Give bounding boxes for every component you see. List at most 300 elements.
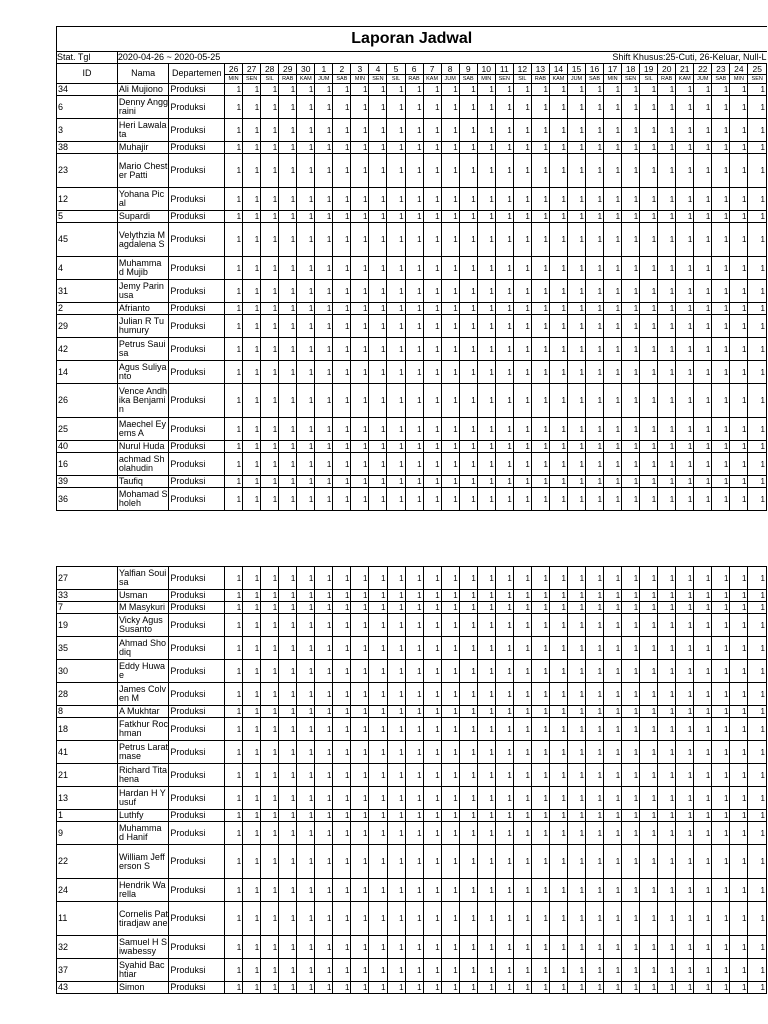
schedule-cell: 1: [513, 119, 531, 142]
schedule-cell: 1: [676, 315, 694, 338]
weekday-header: JUM: [441, 75, 459, 84]
schedule-cell: 1: [730, 810, 748, 822]
schedule-cell: 1: [405, 418, 423, 441]
schedule-cell: 1: [730, 567, 748, 590]
schedule-cell: 1: [261, 741, 279, 764]
schedule-cell: 1: [279, 488, 297, 511]
schedule-cell: 1: [567, 188, 585, 211]
table-row: [57, 96, 767, 119]
schedule-cell: 1: [567, 223, 585, 257]
schedule-cell: 1: [369, 84, 387, 96]
schedule-cell: 1: [333, 936, 351, 959]
schedule-cell: 1: [225, 188, 243, 211]
schedule-cell: 1: [441, 142, 459, 154]
schedule-cell: 1: [261, 476, 279, 488]
schedule-cell: 1: [658, 418, 676, 441]
weekday-header: SEN: [369, 75, 387, 84]
schedule-cell: 1: [315, 810, 333, 822]
employee-department: Produksi: [169, 303, 225, 315]
schedule-cell: 1: [423, 338, 441, 361]
schedule-cell: 1: [369, 223, 387, 257]
schedule-cell: 1: [622, 879, 640, 902]
employee-id: 16: [57, 453, 118, 476]
schedule-cell: 1: [712, 476, 730, 488]
schedule-cell: 1: [568, 602, 586, 614]
schedule-cell: 1: [568, 660, 586, 683]
schedule-cell: 1: [568, 822, 586, 845]
schedule-cell: 1: [441, 280, 459, 303]
schedule-cell: 1: [297, 614, 315, 637]
schedule-cell: 1: [694, 845, 712, 879]
table-row: [57, 154, 767, 188]
schedule-cell: 1: [658, 590, 676, 602]
schedule-cell: 1: [712, 959, 730, 982]
employee-id: 28: [57, 683, 118, 706]
schedule-cell: 1: [531, 154, 549, 188]
schedule-cell: 1: [459, 223, 477, 257]
schedule-cell: 1: [279, 338, 297, 361]
schedule-cell: 1: [423, 96, 441, 119]
day-number-header: 12: [513, 64, 531, 75]
schedule-cell: 1: [243, 96, 261, 119]
schedule-cell: 1: [622, 567, 640, 590]
employee-name: Simon: [117, 982, 168, 994]
schedule-cell: 1: [423, 764, 441, 787]
schedule-cell: 1: [225, 441, 243, 453]
schedule-cell: 1: [225, 902, 243, 936]
schedule-cell: 1: [513, 879, 531, 902]
weekday-header: MIN: [225, 75, 243, 84]
table-row: [57, 660, 767, 683]
employee-name: Eddy Huwae: [117, 660, 168, 683]
schedule-cell: 1: [622, 361, 640, 384]
schedule-cell: 1: [477, 223, 495, 257]
weekday-header: KAM: [423, 75, 441, 84]
schedule-cell: 1: [712, 418, 730, 441]
schedule-cell: 1: [351, 119, 369, 142]
schedule-cell: 1: [586, 96, 604, 119]
schedule-cell: 1: [477, 637, 495, 660]
schedule-cell: 1: [279, 660, 297, 683]
schedule-cell: 1: [730, 718, 748, 741]
schedule-cell: 1: [513, 764, 531, 787]
schedule-cell: 1: [549, 338, 567, 361]
schedule-cell: 1: [640, 959, 658, 982]
schedule-cell: 1: [513, 660, 531, 683]
schedule-cell: 1: [387, 959, 405, 982]
schedule-cell: 1: [604, 567, 622, 590]
schedule-cell: 1: [225, 453, 243, 476]
schedule-cell: 1: [333, 223, 351, 257]
employee-name: A Mukhtar: [117, 706, 168, 718]
schedule-cell: 1: [549, 223, 567, 257]
schedule-cell: 1: [676, 602, 694, 614]
table-row: [57, 257, 767, 280]
schedule-cell: 1: [459, 188, 477, 211]
schedule-cell: 1: [315, 361, 333, 384]
schedule-cell: 1: [730, 188, 748, 211]
schedule-cell: 1: [748, 361, 767, 384]
schedule-cell: 1: [622, 787, 640, 810]
schedule-cell: 1: [676, 660, 694, 683]
schedule-cell: 1: [477, 96, 495, 119]
schedule-cell: 1: [694, 590, 712, 602]
schedule-cell: 1: [586, 637, 604, 660]
schedule-cell: 1: [261, 683, 279, 706]
schedule-cell: 1: [387, 188, 405, 211]
schedule-cell: 1: [477, 257, 495, 280]
schedule-cell: 1: [567, 154, 585, 188]
schedule-cell: 1: [297, 223, 315, 257]
schedule-cell: 1: [351, 706, 369, 718]
schedule-cell: 1: [549, 453, 567, 476]
schedule-cell: 1: [640, 315, 658, 338]
schedule-cell: 1: [586, 441, 604, 453]
schedule-cell: 1: [586, 211, 604, 223]
schedule-cell: 1: [549, 188, 567, 211]
schedule-cell: 1: [279, 845, 297, 879]
employee-department: Produksi: [169, 590, 225, 602]
employee-name: Nurul Huda: [117, 441, 168, 453]
schedule-cell: 1: [441, 223, 459, 257]
schedule-cell: 1: [315, 637, 333, 660]
schedule-cell: 1: [549, 637, 567, 660]
schedule-cell: 1: [730, 488, 748, 511]
schedule-cell: 1: [225, 879, 243, 902]
schedule-cell: 1: [333, 142, 351, 154]
employee-id: 43: [57, 982, 118, 994]
schedule-cell: 1: [658, 384, 676, 418]
employee-id: 45: [57, 223, 118, 257]
schedule-cell: 1: [459, 741, 477, 764]
employee-name: Ahmad Shodiq: [117, 637, 168, 660]
schedule-cell: 1: [225, 476, 243, 488]
employee-id: 2: [57, 303, 118, 315]
schedule-cell: 1: [405, 741, 423, 764]
schedule-cell: 1: [261, 879, 279, 902]
schedule-cell: 1: [495, 982, 513, 994]
schedule-cell: 1: [315, 338, 333, 361]
schedule-cell: 1: [405, 718, 423, 741]
schedule-cell: 1: [297, 936, 315, 959]
schedule-cell: 1: [405, 303, 423, 315]
schedule-cell: 1: [568, 590, 586, 602]
schedule-cell: 1: [604, 718, 622, 741]
table-row: [57, 590, 767, 602]
schedule-cell: 1: [423, 590, 441, 602]
schedule-cell: 1: [279, 879, 297, 902]
schedule-cell: 1: [387, 84, 405, 96]
schedule-cell: 1: [279, 590, 297, 602]
schedule-cell: 1: [441, 188, 459, 211]
schedule-cell: 1: [586, 338, 604, 361]
schedule-cell: 1: [423, 879, 441, 902]
schedule-cell: 1: [351, 718, 369, 741]
schedule-cell: 1: [549, 590, 567, 602]
schedule-cell: 1: [333, 614, 351, 637]
schedule-cell: 1: [640, 303, 658, 315]
schedule-cell: 1: [369, 902, 387, 936]
schedule-cell: 1: [279, 223, 297, 257]
schedule-cell: 1: [225, 602, 243, 614]
schedule-cell: 1: [586, 683, 604, 706]
schedule-cell: 1: [568, 936, 586, 959]
schedule-cell: 1: [477, 936, 495, 959]
schedule-cell: 1: [459, 660, 477, 683]
schedule-cell: 1: [225, 211, 243, 223]
schedule-cell: 1: [531, 188, 549, 211]
schedule-cell: 1: [622, 683, 640, 706]
schedule-cell: 1: [513, 453, 531, 476]
schedule-cell: 1: [351, 418, 369, 441]
table-row: [57, 845, 767, 879]
schedule-cell: 1: [640, 488, 658, 511]
schedule-cell: 1: [513, 154, 531, 188]
schedule-cell: 1: [387, 637, 405, 660]
schedule-cell: 1: [333, 982, 351, 994]
schedule-cell: 1: [549, 936, 567, 959]
schedule-cell: 1: [676, 453, 694, 476]
table-row: [57, 315, 767, 338]
employee-name: Muhajir: [117, 142, 168, 154]
schedule-cell: 1: [297, 845, 315, 879]
schedule-cell: 1: [586, 982, 604, 994]
schedule-cell: 1: [459, 683, 477, 706]
schedule-cell: 1: [676, 418, 694, 441]
schedule-cell: 1: [549, 488, 567, 511]
schedule-cell: 1: [694, 764, 712, 787]
schedule-cell: 1: [261, 902, 279, 936]
schedule-cell: 1: [297, 188, 315, 211]
schedule-cell: 1: [333, 660, 351, 683]
employee-id: 18: [57, 718, 118, 741]
schedule-cell: 1: [531, 718, 549, 741]
schedule-cell: 1: [604, 418, 622, 441]
day-number-header: 27: [243, 64, 261, 75]
schedule-cell: 1: [315, 741, 333, 764]
schedule-cell: 1: [658, 476, 676, 488]
table-row: [57, 418, 767, 441]
schedule-cell: 1: [513, 257, 531, 280]
schedule-cell: 1: [405, 211, 423, 223]
schedule-cell: 1: [694, 787, 712, 810]
schedule-cell: 1: [477, 590, 495, 602]
schedule-cell: 1: [243, 223, 261, 257]
schedule-cell: 1: [622, 96, 640, 119]
schedule-cell: 1: [604, 879, 622, 902]
schedule-cell: 1: [568, 879, 586, 902]
schedule-cell: 1: [297, 453, 315, 476]
schedule-cell: 1: [730, 879, 748, 902]
schedule-cell: 1: [622, 706, 640, 718]
schedule-cell: 1: [658, 602, 676, 614]
schedule-cell: 1: [586, 718, 604, 741]
schedule-cell: 1: [405, 361, 423, 384]
schedule-cell: 1: [622, 453, 640, 476]
schedule-cell: 1: [640, 453, 658, 476]
schedule-cell: 1: [567, 119, 585, 142]
schedule-cell: 1: [477, 338, 495, 361]
schedule-cell: 1: [622, 188, 640, 211]
schedule-cell: 1: [748, 637, 767, 660]
schedule-cell: 1: [477, 879, 495, 902]
schedule-cell: 1: [694, 154, 712, 188]
employee-department: Produksi: [169, 683, 225, 706]
schedule-cell: 1: [441, 936, 459, 959]
schedule-cell: 1: [568, 718, 586, 741]
employee-id: 41: [57, 741, 118, 764]
schedule-cell: 1: [676, 476, 694, 488]
schedule-cell: 1: [658, 741, 676, 764]
schedule-cell: 1: [568, 787, 586, 810]
schedule-cell: 1: [712, 361, 730, 384]
schedule-cell: 1: [495, 764, 513, 787]
schedule-cell: 1: [387, 567, 405, 590]
schedule-cell: 1: [387, 764, 405, 787]
schedule-cell: 1: [423, 280, 441, 303]
schedule-cell: 1: [622, 257, 640, 280]
schedule-cell: 1: [622, 637, 640, 660]
schedule-cell: 1: [694, 567, 712, 590]
schedule-cell: 1: [351, 441, 369, 453]
schedule-cell: 1: [640, 441, 658, 453]
schedule-cell: 1: [567, 488, 585, 511]
schedule-cell: 1: [423, 418, 441, 441]
employee-id: 1: [57, 810, 118, 822]
schedule-cell: 1: [405, 384, 423, 418]
schedule-cell: 1: [676, 119, 694, 142]
schedule-cell: 1: [405, 188, 423, 211]
employee-id: 6: [57, 96, 118, 119]
schedule-cell: 1: [604, 822, 622, 845]
schedule-cell: 1: [459, 211, 477, 223]
schedule-cell: 1: [748, 706, 767, 718]
schedule-cell: 1: [225, 315, 243, 338]
schedule-cell: 1: [279, 787, 297, 810]
employee-department: Produksi: [169, 453, 225, 476]
schedule-cell: 1: [279, 614, 297, 637]
schedule-cell: 1: [315, 822, 333, 845]
schedule-cell: 1: [297, 822, 315, 845]
schedule-cell: 1: [333, 315, 351, 338]
schedule-cell: 1: [748, 982, 767, 994]
schedule-cell: 1: [441, 718, 459, 741]
schedule-cell: 1: [243, 936, 261, 959]
schedule-cell: 1: [676, 211, 694, 223]
weekday-header: SIL: [261, 75, 279, 84]
schedule-cell: 1: [369, 338, 387, 361]
employee-department: Produksi: [169, 822, 225, 845]
schedule-cell: 1: [730, 315, 748, 338]
schedule-cell: 1: [531, 845, 549, 879]
schedule-cell: 1: [658, 787, 676, 810]
employee-name: Muhamma d Hanif: [117, 822, 168, 845]
schedule-cell: 1: [387, 590, 405, 602]
schedule-cell: 1: [712, 602, 730, 614]
employee-id: 35: [57, 637, 118, 660]
employee-name: Hardan H Yusuf: [117, 787, 168, 810]
schedule-cell: 1: [622, 936, 640, 959]
schedule-cell: 1: [658, 223, 676, 257]
schedule-cell: 1: [513, 936, 531, 959]
schedule-cell: 1: [549, 718, 567, 741]
schedule-cell: 1: [297, 384, 315, 418]
schedule-cell: 1: [730, 936, 748, 959]
schedule-cell: 1: [387, 453, 405, 476]
schedule-cell: 1: [333, 764, 351, 787]
schedule-cell: 1: [549, 982, 567, 994]
schedule-cell: 1: [315, 879, 333, 902]
schedule-cell: 1: [531, 902, 549, 936]
schedule-cell: 1: [369, 718, 387, 741]
schedule-cell: 1: [586, 361, 604, 384]
schedule-cell: 1: [405, 614, 423, 637]
schedule-cell: 1: [549, 810, 567, 822]
schedule-cell: 1: [676, 879, 694, 902]
schedule-cell: 1: [531, 567, 549, 590]
schedule-cell: 1: [622, 384, 640, 418]
table-row: [57, 959, 767, 982]
schedule-cell: 1: [694, 384, 712, 418]
schedule-cell: 1: [315, 787, 333, 810]
schedule-cell: 1: [676, 84, 694, 96]
schedule-cell: 1: [748, 303, 767, 315]
schedule-cell: 1: [369, 845, 387, 879]
schedule-cell: 1: [243, 119, 261, 142]
schedule-cell: 1: [712, 453, 730, 476]
schedule-cell: 1: [279, 441, 297, 453]
schedule-cell: 1: [225, 822, 243, 845]
schedule-cell: 1: [640, 84, 658, 96]
schedule-cell: 1: [513, 361, 531, 384]
schedule-cell: 1: [586, 845, 604, 879]
schedule-cell: 1: [405, 602, 423, 614]
schedule-cell: 1: [423, 741, 441, 764]
schedule-cell: 1: [369, 590, 387, 602]
schedule-cell: 1: [676, 257, 694, 280]
schedule-cell: 1: [459, 810, 477, 822]
schedule-cell: 1: [441, 338, 459, 361]
schedule-cell: 1: [622, 982, 640, 994]
table-row: [57, 476, 767, 488]
employee-id: 36: [57, 488, 118, 511]
schedule-cell: 1: [567, 84, 585, 96]
schedule-cell: 1: [604, 476, 622, 488]
table-row: [57, 602, 767, 614]
schedule-cell: 1: [513, 590, 531, 602]
schedule-cell: 1: [712, 764, 730, 787]
schedule-cell: 1: [279, 476, 297, 488]
schedule-cell: 1: [261, 764, 279, 787]
schedule-cell: 1: [586, 764, 604, 787]
schedule-cell: 1: [495, 902, 513, 936]
schedule-cell: 1: [640, 280, 658, 303]
schedule-cell: 1: [586, 453, 604, 476]
schedule-cell: 1: [477, 488, 495, 511]
schedule-cell: 1: [640, 384, 658, 418]
schedule-cell: 1: [622, 764, 640, 787]
schedule-cell: 1: [513, 602, 531, 614]
schedule-cell: 1: [477, 660, 495, 683]
table-row: [57, 683, 767, 706]
schedule-cell: 1: [748, 602, 767, 614]
schedule-cell: 1: [243, 787, 261, 810]
table-row: [57, 614, 767, 637]
schedule-cell: 1: [513, 418, 531, 441]
schedule-cell: 1: [243, 418, 261, 441]
schedule-cell: 1: [495, 637, 513, 660]
schedule-cell: 1: [459, 764, 477, 787]
